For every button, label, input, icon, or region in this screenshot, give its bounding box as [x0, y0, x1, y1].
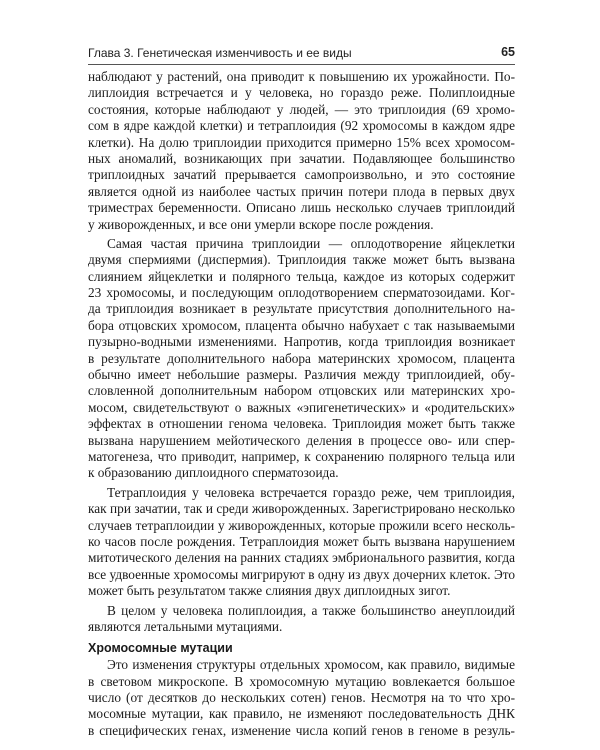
- text-line: да триплоидия возникает в результате присутствия дополнительного на-: [88, 301, 515, 317]
- text-line: липлоидия встречается и у человека, но гораздо реже. Полиплоидные: [88, 85, 515, 101]
- text-line: ко часов после рождения. Тетраплоидия может быть вызвана нарушением: [88, 533, 515, 549]
- text-line: к образованию диплоидного сперматозоида.: [88, 465, 339, 481]
- section-heading: Хромосомные мутации: [88, 641, 233, 656]
- text-line: все удвоенные хромосомы мигрируют в одну из двух дочерних клеток. Это: [88, 566, 515, 582]
- text-line: мосомные мутации, как правило, не изменяют последовательность ДНК: [88, 706, 515, 722]
- text-line: вызвана нарушением мейотического деления в процессе ово- или спер-: [88, 432, 515, 448]
- page-number: 65: [501, 45, 515, 59]
- text-line: являются летальными мутациями.: [88, 618, 283, 634]
- text-line: наблюдают у растений, она приводит к повышению их урожайности. По-: [88, 69, 515, 84]
- text-line: в специфических генах, изменение числа копий генов в геноме в резуль-: [88, 722, 515, 738]
- text-line: мосом, свидетельствуют о важных «эпигенетических» и «родительских»: [88, 399, 515, 415]
- paragraph-1: [88, 69, 515, 233]
- chapter-title: Глава 3. Генетическая изменчивость и ее виды: [88, 46, 352, 60]
- paragraph-3: [88, 485, 515, 600]
- running-header: [88, 44, 515, 65]
- text-line: Тетраплоидия у человека встречается гораздо реже, чем триплоидия,: [107, 484, 515, 500]
- text-line: как при зачатии, так и среди живорожденных. Зарегистрировано несколько: [88, 501, 515, 517]
- body-text: [88, 69, 515, 739]
- text-line: случаев тетраплоидии у живорожденных, которые прожили всего несколь-: [88, 517, 515, 533]
- text-line: состояния, которые наблюдают у людей, — это триплоидия (69 хромо-: [88, 101, 515, 117]
- text-line: Это изменения структуры отдельных хромосом, как правило, видимые: [107, 657, 515, 673]
- text-line: пузырно-водными изменениями. Напротив, когда триплоидия возникает: [88, 334, 515, 350]
- text-line: в результате дополнительного набора материнских хромосом, плацента: [88, 350, 515, 366]
- text-line: у живорожденных, и все они умерли вскоре после рождения.: [88, 216, 434, 232]
- text-line: двумя спермиями (диспермия). Триплоидия также может быть вызвана: [88, 252, 515, 268]
- text-line: является одной из наиболее частых причин потери плода в первых двух: [88, 183, 515, 199]
- text-line: эффектах в отношении генома человека. Триплоидия может быть также: [88, 416, 515, 432]
- text-line: может быть результатом также слияния двух диплоидных зигот.: [88, 583, 451, 599]
- text-line: матогенеза, что приводит, например, к сохранению полярного тельца или: [88, 448, 515, 464]
- text-line: словленной дополнительным набором отцовских или материнских хро-: [88, 383, 515, 399]
- text-line: митотического деления на ранних стадиях эмбрионального развития, когда: [88, 550, 515, 566]
- section-paragraph: [88, 657, 515, 739]
- text-line: В целом у человека полиплоидия, а также большинство анеуплоидий: [107, 602, 515, 618]
- paragraph-4: [88, 603, 515, 636]
- text-line: бора отцовских хромосом, плацента обычно набухает с так называемыми: [88, 317, 515, 333]
- text-line: обычно имеет небольшие размеры. Различия между триплоидией, обу-: [88, 367, 515, 383]
- text-line: число (от десятков до нескольких сотен) генов. Несмотря на то что хро-: [88, 690, 515, 706]
- text-line: триместрах беременности. Описано лишь несколько случаев триплоидий: [88, 200, 515, 216]
- text-line: триплоидных зачатий прерывается самопроизвольно, и это состояние: [88, 167, 515, 183]
- text-line: Самая частая причина триплоидии — оплодотворение яйцеклетки: [107, 235, 515, 251]
- text-line: 23 хромосомы, и последующим оплодотворением сперматозоидами. Ког-: [88, 285, 515, 301]
- text-line: сом в ядре каждой клетки) и тетраплоидия (92 хромосомы в каждом ядре: [88, 118, 515, 134]
- text-line: слиянием яйцеклетки и полярного тельца, каждое из которых содержит: [88, 268, 515, 284]
- text-line: клетки). На долю триплоидии приходится примерно 15% всех хромосом-: [88, 134, 515, 150]
- text-line: ных аномалий, возникающих при зачатии. Подавляющее большинство: [88, 150, 515, 166]
- paragraph-2: [88, 236, 515, 482]
- text-line: в световом микроскопе. В хромосомную мутацию вовлекается большое: [88, 673, 515, 689]
